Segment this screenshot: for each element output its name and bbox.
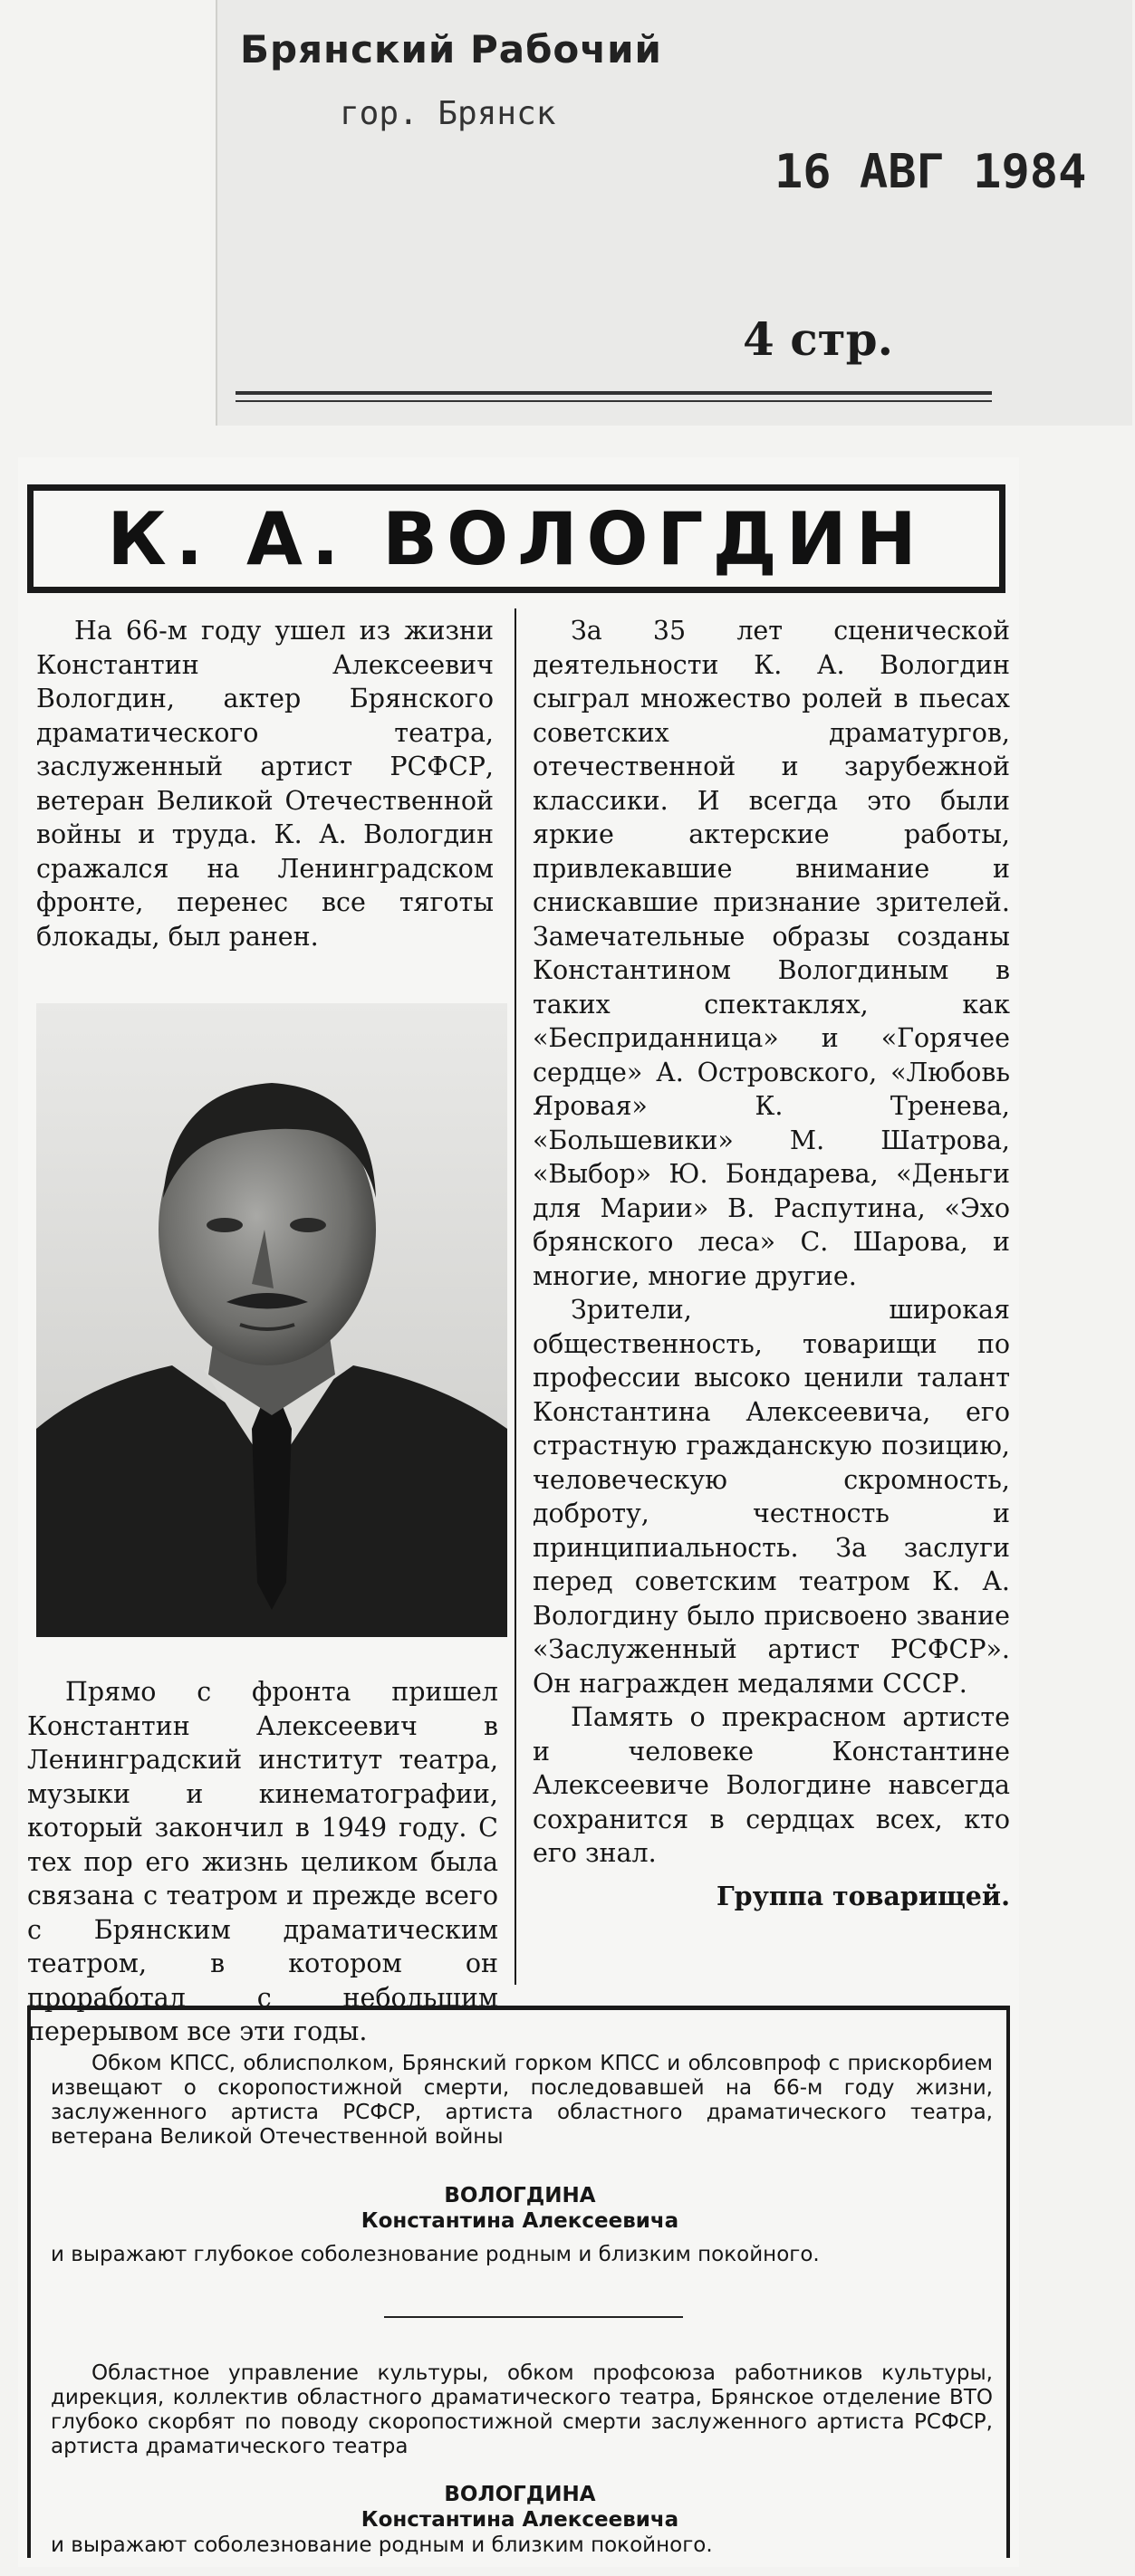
article-paragraph: За 35 лет сценической деятельности К. А. Вологдин сыграл множество ролей в пьесах советских драматургов, отечественной и зарубежной классики. И всегда это были яркие актерские работы, привлекавшие внимание и снискавшие признание зрителей. Замечательные образы созданы Константином Вологдиным в таких спектаклях, как «Бесприданница» и «Горячее сердце» А. Островского, «Любовь Яровая» К. Тренева, «Большевики» М. Шатрова, «Выбор» Ю. Бондарева, «Деньги для Марии» В. Распутина, «Эхо брянского леса» С. Шарова, и многие, многие другие. xyxy=(533,616,1010,1291)
notice-separator xyxy=(384,2316,683,2318)
article-column-right xyxy=(533,614,1010,1913)
headline: К. А. ВОЛОГДИН xyxy=(107,496,926,581)
article-paragraph: Память о прекрасном артисте и человеке Константине Алексеевиче Вологдине навсегда сохранится в сердцах всех, кто его знал. xyxy=(533,1702,1010,1868)
article-paragraph: На 66-м году ушел из жизни Константин Алексеевич Вологдин, актер Брянского драматического театра, заслуженный артист РСФСР, ветеран Великой Отечественной войны и труда. К. А. Вологдин сражался на Ленинградском фронте, перенес все тяготы блокады, был ранен. xyxy=(36,616,494,952)
article-paragraph: Прямо с фронта пришел Константин Алексеевич в Ленинградский институт театра, музыки и кинематографии, который закончил в 1949 году. С тех пор его жизнь целиком была связана с театром и прежде всего с Брянским драматическим театром, в котором он проработал с небольшим перерывом все эти годы. xyxy=(27,1677,498,2046)
page-number: 4 стр. xyxy=(743,312,893,366)
article-column-left-bottom xyxy=(27,1675,498,2049)
notice-name-surname: ВОЛОГДИНА xyxy=(444,2184,596,2207)
notice-name-given: Константина Алексеевича xyxy=(361,2508,679,2532)
article-paragraph: Зрители, широкая общественность, товарищи по профессии высоко ценили талант Константина Алексеевича, его страстную гражданскую позицию, человеческую скромность, доброту, честность и принципиальность. За заслуги перед советским театром К. А. Вологдину было присвоено звание «Заслуженный артист РСФСР». Он награжден медалями СССР. xyxy=(533,1295,1010,1699)
slip-rule-thin xyxy=(236,400,992,402)
notice-paragraph: Областное управление культуры, обком профсоюза работников культуры, дирекция, коллектив областного драматического театра, Брянское отделение ВТО глубоко скорбят по поводу скоропостижной смерти заслуженного артиста РСФСР, артиста драматического театра xyxy=(51,2361,993,2458)
notice-paragraph: и выражают глубокое соболезнование родным и близким покойного. xyxy=(51,2243,820,2266)
notice-paragraph: и выражают соболезнование родным и близким покойного. xyxy=(51,2533,713,2557)
notice-name-surname: ВОЛОГДИНА xyxy=(444,2483,596,2506)
slip-rule xyxy=(236,391,992,395)
column-divider xyxy=(515,608,516,1985)
obituary-notice xyxy=(27,2006,1010,2558)
notice-name-given: Константина Алексеевича xyxy=(361,2209,679,2233)
portrait-photo xyxy=(36,1003,507,1637)
city-stamp: гор. Брянск xyxy=(340,95,556,132)
notice-paragraph: Обком КПСС, облисполком, Брянский горком КПСС и облсовпроф с прискорбием извещают о скоропостижной смерти, последовавшей на 66-м году жизни, заслуженного артиста РСФСР, артиста областного драматического театра, ветерана Великой Отечественной войны xyxy=(51,2052,993,2149)
newspaper-stamp: Брянский Рабочий xyxy=(240,27,662,72)
portrait-image xyxy=(36,1003,507,1637)
article-signature: Группа товарищей. xyxy=(717,1880,1010,1911)
article-column-left-top xyxy=(36,614,494,953)
headline-box xyxy=(27,484,1005,593)
date-stamp: 16 АВГ 1984 xyxy=(774,145,1087,199)
